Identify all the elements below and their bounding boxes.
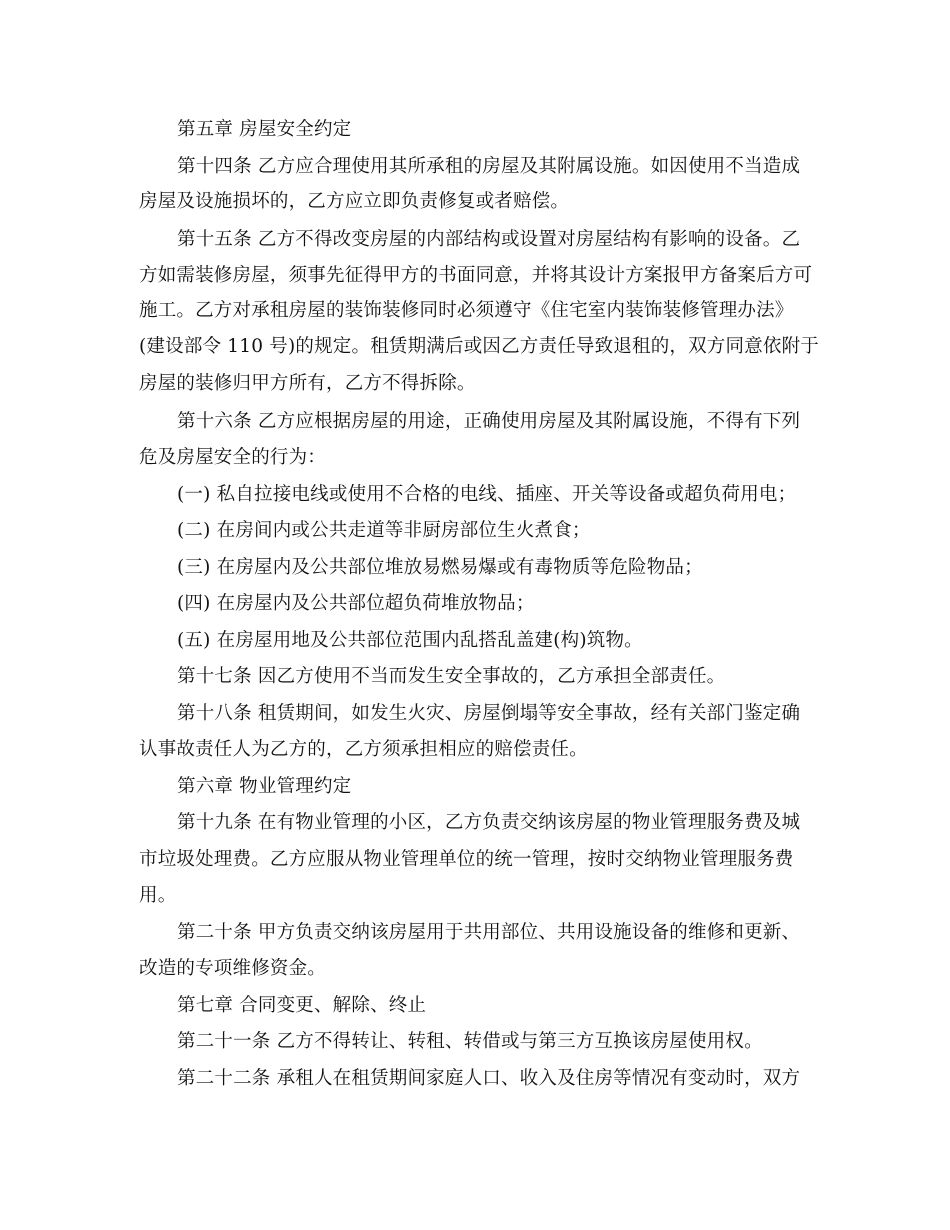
chapter-6-heading: 第六章 物业管理约定 [177, 776, 352, 797]
article-16-item-3: (三) 在房屋内及公共部位堆放易燃易爆或有毒物质等危险物品； [177, 557, 703, 578]
article-16-line-1: 第十六条 乙方应根据房屋的用途，正确使用房屋及其附属设施，不得有下列 [177, 411, 801, 432]
article-16-item-1: (一) 私自拉接电线或使用不合格的电线、插座、开关等设备或超负荷用电； [177, 484, 797, 505]
article-18-line-1: 第十八条 租赁期间，如发生火灾、房屋倒塌等安全事故，经有关部门鉴定确 [177, 703, 801, 724]
article-17: 第十七条 因乙方使用不当而发生安全事故的，乙方承担全部责任。 [177, 666, 726, 687]
article-18-line-2: 认事故责任人为乙方的，乙方须承担相应的赔偿责任。 [139, 739, 588, 760]
article-14-line-2: 房屋及设施损坏的，乙方应立即负责修复或者赔偿。 [139, 191, 570, 212]
article-16-item-5: (五) 在房屋用地及公共部位范围内乱搭乱盖建(构)筑物。 [177, 630, 643, 651]
article-15-line-5: 房屋的装修归甲方所有，乙方不得拆除。 [139, 373, 476, 394]
article-19-line-1: 第十九条 在有物业管理的小区，乙方负责交纳该房屋的物业管理服务费及城 [177, 812, 801, 833]
article-16-item-4: (四) 在房屋内及公共部位超负荷堆放物品； [177, 593, 535, 614]
article-20-line-1: 第二十条 甲方负责交纳该房屋用于共用部位、共用设施设备的维修和更新、 [177, 922, 801, 943]
article-15-line-3: 施工。乙方对承租房屋的装饰装修同时必须遵守《住宅室内装饰装修管理办法》 [139, 300, 794, 321]
article-22-line-1: 第二十二条 承租人在租赁期间家庭人口、收入及住房等情况有变动时，双方 [177, 1068, 801, 1089]
article-20-line-2: 改造的专项维修资金。 [139, 958, 327, 979]
article-16-item-2: (二) 在房间内或公共走道等非厨房部位生火煮食； [177, 520, 591, 541]
article-19-line-2: 市垃圾处理费。乙方应服从物业管理单位的统一管理，按时交纳物业管理服务费 [139, 849, 794, 870]
chapter-7-heading: 第七章 合同变更、解除、终止 [177, 995, 427, 1016]
article-21: 第二十一条 乙方不得转让、转租、转借或与第三方互换该房屋使用权。 [177, 1031, 763, 1052]
article-15-line-4: (建设部令 110 号)的规定。租赁期满后或因乙方责任导致退租的，双方同意依附于 [139, 336, 820, 357]
article-16-line-2: 危及房屋安全的行为： [139, 447, 327, 468]
article-19-line-3: 用。 [139, 885, 177, 906]
article-15-line-2: 方如需装修房屋，须事先征得甲方的书面同意，并将其设计方案报甲方备案后方可 [139, 265, 813, 286]
article-14-line-1: 第十四条 乙方应合理使用其所承租的房屋及其附属设施。如因使用不当造成 [177, 156, 801, 177]
article-15-line-1: 第十五条 乙方不得改变房屋的内部结构或设置对房屋结构有影响的设备。乙 [177, 229, 801, 250]
chapter-5-heading: 第五章 房屋安全约定 [177, 119, 352, 140]
